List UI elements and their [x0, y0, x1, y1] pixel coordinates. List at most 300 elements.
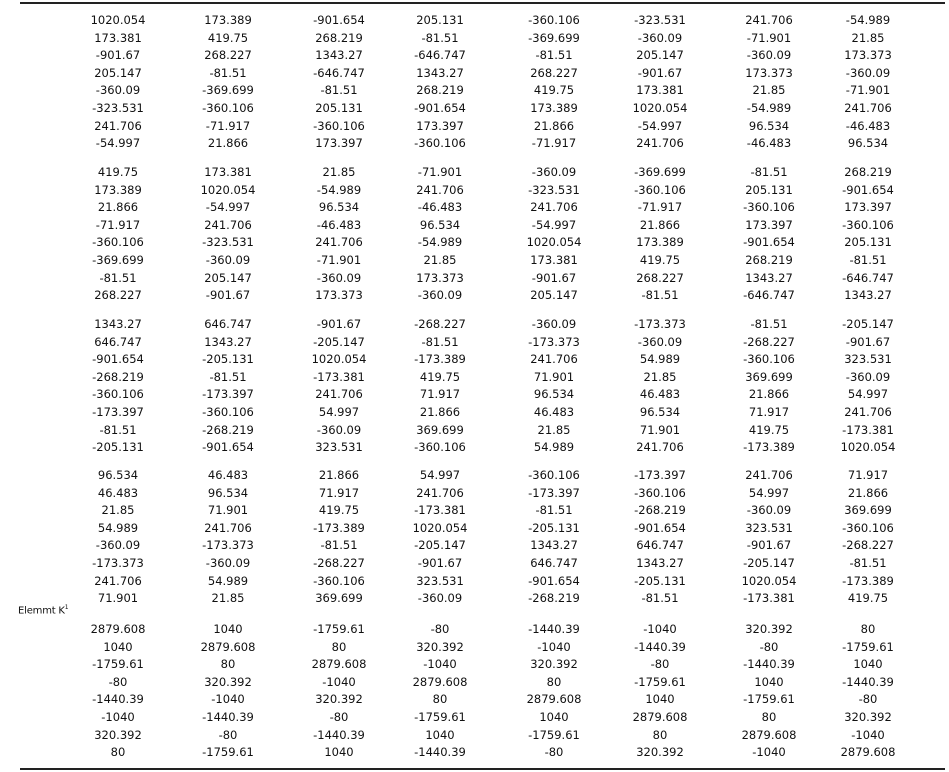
matrix-cell: -1440.39	[528, 622, 580, 636]
matrix-cell: 241.706	[94, 573, 142, 588]
matrix-cell: 173.373	[315, 288, 363, 303]
matrix-cell: 1020.054	[90, 13, 146, 27]
matrix-cell: -901.654	[414, 101, 466, 115]
matrix-cell: -360.09	[95, 538, 141, 553]
matrix-cell: -1759.61	[743, 692, 795, 707]
matrix-cell: 268.219	[315, 30, 363, 45]
matrix-cell: 21.85	[851, 30, 885, 45]
matrix-cell: -369.699	[202, 83, 254, 98]
matrix-cell: -360.106	[202, 101, 254, 115]
matrix-cell: -205.131	[634, 573, 686, 588]
matrix-cell: 1040	[754, 674, 784, 689]
matrix-cell: -173.389	[414, 352, 466, 367]
matrix-cell: -71.917	[531, 136, 577, 151]
matrix-cell: 54.997	[748, 485, 790, 500]
matrix-cell: 320.392	[204, 674, 252, 689]
matrix-cell: 241.706	[204, 520, 252, 535]
matrix-cell: 21.85	[537, 422, 571, 437]
matrix-cell: 21.866	[847, 485, 889, 500]
matrix-cell: 96.534	[748, 118, 790, 133]
matrix-cell: -1040	[322, 674, 356, 689]
matrix-cell: -360.106	[743, 200, 795, 215]
matrix-cell: 1040	[103, 639, 133, 654]
matrix-cell: 71.917	[419, 387, 461, 402]
matrix-cell: 1040	[324, 745, 354, 760]
matrix-cell: 80	[331, 639, 347, 654]
matrix-cell: -81.51	[849, 556, 887, 570]
matrix-cell: 173.381	[94, 30, 142, 45]
matrix-cell: -268.219	[528, 591, 580, 606]
matrix-cell: 46.483	[207, 468, 249, 482]
matrix-cell: -173.397	[634, 468, 686, 482]
matrix-cell: -1440.39	[634, 639, 686, 654]
matrix-cell: 205.147	[94, 65, 142, 80]
matrix-cell: 205.147	[636, 48, 684, 63]
matrix-cell: 241.706	[94, 118, 142, 133]
matrix-cell: -360.09	[845, 369, 891, 384]
matrix-cell: 241.706	[315, 387, 363, 402]
matrix-cell: -1040	[752, 745, 786, 760]
matrix-cell: 21.866	[419, 405, 461, 419]
matrix-cell: 1343.27	[844, 288, 892, 303]
matrix-cell: 80	[546, 674, 562, 689]
matrix-cell: -46.483	[316, 217, 362, 232]
matrix-cell: -901.67	[845, 334, 891, 349]
matrix-cell: 21.85	[211, 591, 245, 606]
matrix-cell: 241.706	[844, 405, 892, 419]
matrix-cell: -901.67	[531, 270, 577, 285]
matrix-cell: -81.51	[535, 503, 573, 518]
matrix-cell: -360.09	[316, 422, 362, 437]
matrix-cell: 173.389	[204, 13, 252, 27]
matrix-cell: 54.997	[419, 468, 461, 482]
matrix-cell: -901.654	[634, 520, 686, 535]
matrix-cell: 21.85	[423, 253, 457, 267]
matrix-cell: -54.989	[845, 13, 891, 27]
matrix-cell: -360.09	[417, 591, 463, 606]
matrix-cell: 173.373	[844, 48, 892, 63]
matrix-cell: -81.51	[99, 270, 137, 285]
matrix-cell: -205.131	[92, 440, 144, 455]
matrix-cell: -46.483	[845, 118, 891, 133]
matrix-cell: -1040	[851, 727, 885, 742]
matrix-cell: 71.917	[318, 485, 360, 500]
matrix-cell: -173.389	[313, 520, 365, 535]
matrix-cell: -1040	[101, 710, 135, 724]
matrix-cell: 1020.054	[526, 235, 582, 250]
matrix-cell: 205.131	[416, 13, 464, 27]
matrix-cell: 241.706	[636, 440, 684, 455]
matrix-cell: 323.531	[315, 440, 363, 455]
matrix-cell: -54.997	[531, 217, 577, 232]
matrix-cell: 21.866	[533, 118, 575, 133]
matrix-cell: -173.381	[313, 369, 365, 384]
matrix-cell: 1020.054	[412, 520, 468, 535]
matrix-cell: -1440.39	[743, 657, 795, 672]
matrix-cell: -173.397	[92, 405, 144, 419]
matrix-cell: -173.373	[634, 317, 686, 331]
matrix-cell: 46.483	[533, 405, 575, 419]
matrix-cell: -360.09	[746, 48, 792, 63]
matrix-cell: 173.397	[315, 136, 363, 151]
matrix-cell: -173.373	[528, 334, 580, 349]
matrix-cell: 54.989	[533, 440, 575, 455]
matrix-cell: -901.654	[842, 182, 894, 197]
matrix-cell: -646.747	[313, 65, 365, 80]
matrix-cell: -54.997	[95, 136, 141, 151]
matrix-cell: -205.147	[414, 538, 466, 553]
matrix-cell: 54.989	[97, 520, 139, 535]
matrix-cell: -268.227	[842, 538, 894, 553]
matrix-cell: -1759.61	[313, 622, 365, 636]
matrix-cell: -81.51	[849, 253, 887, 267]
matrix-cell: -173.389	[743, 440, 795, 455]
matrix-cell: -360.09	[531, 165, 577, 179]
matrix-cell: -173.381	[842, 422, 894, 437]
matrix-cell: 21.866	[318, 468, 360, 482]
matrix-cell: 205.147	[530, 288, 578, 303]
matrix-cell: -54.997	[637, 118, 683, 133]
matrix-cell: 268.219	[844, 165, 892, 179]
matrix-cell: 1040	[539, 710, 569, 724]
matrix-cell: 21.866	[748, 387, 790, 402]
matrix-cell: -205.147	[842, 317, 894, 331]
matrix-cell: 646.747	[530, 556, 578, 570]
matrix-cell: -1759.61	[528, 727, 580, 742]
matrix-cell: 369.699	[315, 591, 363, 606]
matrix-cell: -360.106	[313, 573, 365, 588]
matrix-cell: 1040	[853, 657, 883, 672]
matrix-cell: 1343.27	[204, 334, 252, 349]
matrix-cell: 268.227	[94, 288, 142, 303]
matrix-cell: 71.901	[97, 591, 139, 606]
matrix-cell: -268.227	[313, 556, 365, 570]
matrix-cell: 205.147	[204, 270, 252, 285]
matrix-cell: 54.989	[639, 352, 681, 367]
matrix-cell: -205.131	[202, 352, 254, 367]
matrix-cell: -1759.61	[414, 710, 466, 724]
matrix-cell: -80	[544, 745, 564, 760]
matrix-cell: 54.989	[207, 573, 249, 588]
matrix-cell: -81.51	[750, 165, 788, 179]
matrix-cell: -1759.61	[842, 639, 894, 654]
matrix-cell: 1343.27	[636, 556, 684, 570]
matrix-cell: 646.747	[636, 538, 684, 553]
matrix-cell: 241.706	[204, 217, 252, 232]
matrix-cell: -901.654	[528, 573, 580, 588]
matrix-cell: 173.381	[204, 165, 252, 179]
matrix-cell: -173.397	[528, 485, 580, 500]
matrix-cell: 71.901	[639, 422, 681, 437]
matrix-cell: -323.531	[202, 235, 254, 250]
matrix-cell: -268.219	[634, 503, 686, 518]
matrix-cell: -71.901	[316, 253, 362, 267]
matrix-cell: 323.531	[745, 520, 793, 535]
matrix-cell: -205.147	[313, 334, 365, 349]
matrix-cell: -901.67	[95, 48, 141, 63]
matrix-cell: 241.706	[844, 101, 892, 115]
matrix-cell: 21.866	[97, 200, 139, 215]
matrix-cell: 173.397	[844, 200, 892, 215]
matrix-cell: 21.85	[752, 83, 786, 98]
matrix-cell: -54.997	[205, 200, 251, 215]
matrix-cell: -80	[858, 692, 878, 707]
matrix-cell: 173.373	[416, 270, 464, 285]
matrix-cell: 71.901	[533, 369, 575, 384]
matrix-cell: -1759.61	[634, 674, 686, 689]
matrix-cell: -360.106	[528, 468, 580, 482]
matrix-cell: 320.392	[636, 745, 684, 760]
matrix-cell: 268.227	[636, 270, 684, 285]
matrix-cell: -901.67	[637, 65, 683, 80]
matrix-cell: -71.901	[417, 165, 463, 179]
matrix-cell: -81.51	[320, 83, 358, 98]
matrix-cell: 1020.054	[741, 573, 797, 588]
matrix-cell: 369.699	[844, 503, 892, 518]
matrix-cell: 646.747	[94, 334, 142, 349]
matrix-cell: 241.706	[416, 182, 464, 197]
matrix-cell: 1343.27	[530, 538, 578, 553]
matrix-cell: -81.51	[421, 334, 459, 349]
matrix-cell: 419.75	[207, 30, 249, 45]
matrix-cell: -901.654	[743, 235, 795, 250]
matrix-cell: 2879.608	[311, 657, 367, 672]
matrix-cell: 419.75	[533, 83, 575, 98]
matrix-cell: -901.67	[316, 317, 362, 331]
matrix-cell: 173.397	[745, 217, 793, 232]
matrix-cell: 241.706	[315, 235, 363, 250]
matrix-cell: -323.531	[634, 13, 686, 27]
matrix-cell: -360.09	[205, 556, 251, 570]
matrix-cell: -173.381	[743, 591, 795, 606]
matrix-cell: -360.106	[92, 387, 144, 402]
matrix-cell: 320.392	[745, 622, 793, 636]
matrix-cell: -360.106	[202, 405, 254, 419]
matrix-cell: 96.534	[639, 405, 681, 419]
matrix-cell: 320.392	[94, 727, 142, 742]
matrix-cell: 54.997	[847, 387, 889, 402]
matrix-cell: -81.51	[750, 317, 788, 331]
matrix-cell: 2879.608	[412, 674, 468, 689]
matrix-cell: -54.989	[417, 235, 463, 250]
matrix-cell: 2879.608	[741, 727, 797, 742]
matrix-cell: 21.866	[207, 136, 249, 151]
matrix-cell: -901.67	[205, 288, 251, 303]
matrix-cell: 1343.27	[416, 65, 464, 80]
matrix-cell: 369.699	[416, 422, 464, 437]
matrix-cell: 268.219	[416, 83, 464, 98]
matrix-cell: -80	[218, 727, 238, 742]
matrix-cell: 1343.27	[94, 317, 142, 331]
matrix-cell: 320.392	[315, 692, 363, 707]
matrix-cell: -268.227	[414, 317, 466, 331]
matrix-cell: -81.51	[209, 65, 247, 80]
matrix-cell: -268.227	[743, 334, 795, 349]
matrix-cell: -901.654	[202, 440, 254, 455]
matrix-cell: 2879.608	[840, 745, 896, 760]
matrix-cell: 46.483	[639, 387, 681, 402]
matrix-cell: 419.75	[748, 422, 790, 437]
bottom-rule	[20, 768, 945, 770]
matrix-cell: 96.534	[318, 200, 360, 215]
matrix-cell: -369.699	[92, 253, 144, 267]
matrix-cell: -360.09	[845, 65, 891, 80]
matrix-cell: 323.531	[844, 352, 892, 367]
matrix-cell: 96.534	[207, 485, 249, 500]
matrix-cell: -323.531	[528, 182, 580, 197]
matrix-cell: -71.917	[205, 118, 251, 133]
matrix-cell: -173.373	[92, 556, 144, 570]
matrix-cell: -360.09	[637, 334, 683, 349]
matrix-cell: 71.917	[748, 405, 790, 419]
matrix-cell: -360.106	[92, 235, 144, 250]
matrix-cell: -80	[650, 657, 670, 672]
matrix-cell: 173.373	[745, 65, 793, 80]
matrix-cell: -46.483	[417, 200, 463, 215]
matrix-cell: 80	[220, 657, 236, 672]
matrix-cell: 173.389	[530, 101, 578, 115]
matrix-cell: 1040	[645, 692, 675, 707]
matrix-cell: -1440.39	[202, 710, 254, 724]
matrix-cell: -54.989	[746, 101, 792, 115]
matrix-cell: -80	[108, 674, 128, 689]
matrix-cell: -173.389	[842, 573, 894, 588]
matrix-cell: -71.901	[746, 30, 792, 45]
matrix-cell: -1759.61	[202, 745, 254, 760]
matrix-cell: -205.147	[743, 556, 795, 570]
matrix-cell: -360.106	[528, 13, 580, 27]
matrix-cell: -46.483	[746, 136, 792, 151]
matrix-cell: -360.106	[634, 485, 686, 500]
matrix-cell: 96.534	[847, 136, 889, 151]
matrix-cell: -173.397	[202, 387, 254, 402]
matrix-cell: 268.227	[530, 65, 578, 80]
matrix-cell: 241.706	[530, 352, 578, 367]
matrix-cell: -323.531	[92, 101, 144, 115]
matrix-cell: -360.09	[205, 253, 251, 267]
matrix-cell: 80	[652, 727, 668, 742]
matrix-cell: 21.866	[639, 217, 681, 232]
matrix-cell: -360.09	[95, 83, 141, 98]
matrix-cell: 241.706	[745, 468, 793, 482]
matrix-cell: -80	[329, 710, 349, 724]
matrix-cell: -369.699	[634, 165, 686, 179]
matrix-cell: -901.67	[417, 556, 463, 570]
matrix-cell: 71.917	[847, 468, 889, 482]
matrix-cell: -360.09	[531, 317, 577, 331]
matrix-cell: 80	[860, 622, 876, 636]
matrix-cell: 2879.608	[632, 710, 688, 724]
matrix-cell: 2879.608	[90, 622, 146, 636]
matrix-cell: 1040	[213, 622, 243, 636]
matrix-cell: -360.106	[313, 118, 365, 133]
matrix-cell: 96.534	[533, 387, 575, 402]
matrix-cell: 2879.608	[526, 692, 582, 707]
matrix-cell: -81.51	[320, 538, 358, 553]
matrix-cell: -901.67	[746, 538, 792, 553]
matrix-cell: 419.75	[639, 253, 681, 267]
matrix-cell: -80	[430, 622, 450, 636]
matrix-cell: -71.901	[845, 83, 891, 98]
matrix-cell: 2879.608	[200, 639, 256, 654]
matrix-cell: -205.131	[528, 520, 580, 535]
matrix-cell: 205.131	[745, 182, 793, 197]
matrix-cell: 54.997	[318, 405, 360, 419]
matrix-cell: 419.75	[318, 503, 360, 518]
matrix-cell: -268.219	[202, 422, 254, 437]
matrix-cell: -1440.39	[313, 727, 365, 742]
matrix-cell: -360.09	[637, 30, 683, 45]
matrix-cell: 268.227	[204, 48, 252, 63]
matrix-cell: 268.219	[745, 253, 793, 267]
matrix-cell: -901.654	[313, 13, 365, 27]
matrix-cell: 1020.054	[311, 352, 367, 367]
matrix-cell: -80	[759, 639, 779, 654]
matrix-cell: -81.51	[421, 30, 459, 45]
matrix-cell: -360.106	[743, 352, 795, 367]
matrix-cell: 80	[432, 692, 448, 707]
matrix-cell: 173.389	[636, 235, 684, 250]
matrix-cell: -360.106	[842, 520, 894, 535]
matrix-cell: -360.09	[316, 270, 362, 285]
matrix-cell: 173.397	[416, 118, 464, 133]
matrix-cell: -360.09	[417, 288, 463, 303]
matrix-cell: -1440.39	[92, 692, 144, 707]
matrix-cell: 241.706	[745, 13, 793, 27]
matrix-cell: -646.747	[743, 288, 795, 303]
matrix-cell: -81.51	[209, 369, 247, 384]
matrix-cell: -1040	[537, 639, 571, 654]
matrix-cell: 46.483	[97, 485, 139, 500]
matrix-cell: 1343.27	[745, 270, 793, 285]
matrix-cell: 173.381	[636, 83, 684, 98]
matrix-cell: 320.392	[844, 710, 892, 724]
matrix-cell: -54.989	[316, 182, 362, 197]
matrix-cell: 1040	[425, 727, 455, 742]
matrix-cell: -173.381	[414, 503, 466, 518]
matrix-cell: 71.901	[207, 503, 249, 518]
matrix-cell: 320.392	[530, 657, 578, 672]
matrix-cell: 369.699	[745, 369, 793, 384]
matrix-cell: -360.09	[746, 503, 792, 518]
matrix-cell: 1020.054	[632, 101, 688, 115]
matrix-cell: -81.51	[641, 288, 679, 303]
matrix-cell: 1343.27	[315, 48, 363, 63]
matrix-cell: -1440.39	[842, 674, 894, 689]
matrix-cell: -173.373	[202, 538, 254, 553]
matrix-cell: -369.699	[528, 30, 580, 45]
matrix-cell: -71.917	[95, 217, 141, 232]
matrix-cell: 419.75	[97, 165, 139, 179]
matrix-cell: 1020.054	[840, 440, 896, 455]
matrix-cell: 21.85	[322, 165, 356, 179]
matrix-cell: -646.747	[842, 270, 894, 285]
matrix-cell: 96.534	[97, 468, 139, 482]
matrix-cell: -81.51	[99, 422, 137, 437]
matrix-cell: -71.917	[637, 200, 683, 215]
matrix-cell: 646.747	[204, 317, 252, 331]
matrix-cell: -1759.61	[92, 657, 144, 672]
matrix-cell: 241.706	[636, 136, 684, 151]
matrix-cell: -360.106	[842, 217, 894, 232]
matrix-cell: 205.131	[844, 235, 892, 250]
matrix-cell: 21.85	[101, 503, 135, 518]
row-label-superscript: 1	[64, 604, 69, 611]
matrix-cell: -1040	[423, 657, 457, 672]
matrix-cell: 173.381	[530, 253, 578, 267]
matrix-cell: 419.75	[419, 369, 461, 384]
matrix-cell: -1440.39	[414, 745, 466, 760]
